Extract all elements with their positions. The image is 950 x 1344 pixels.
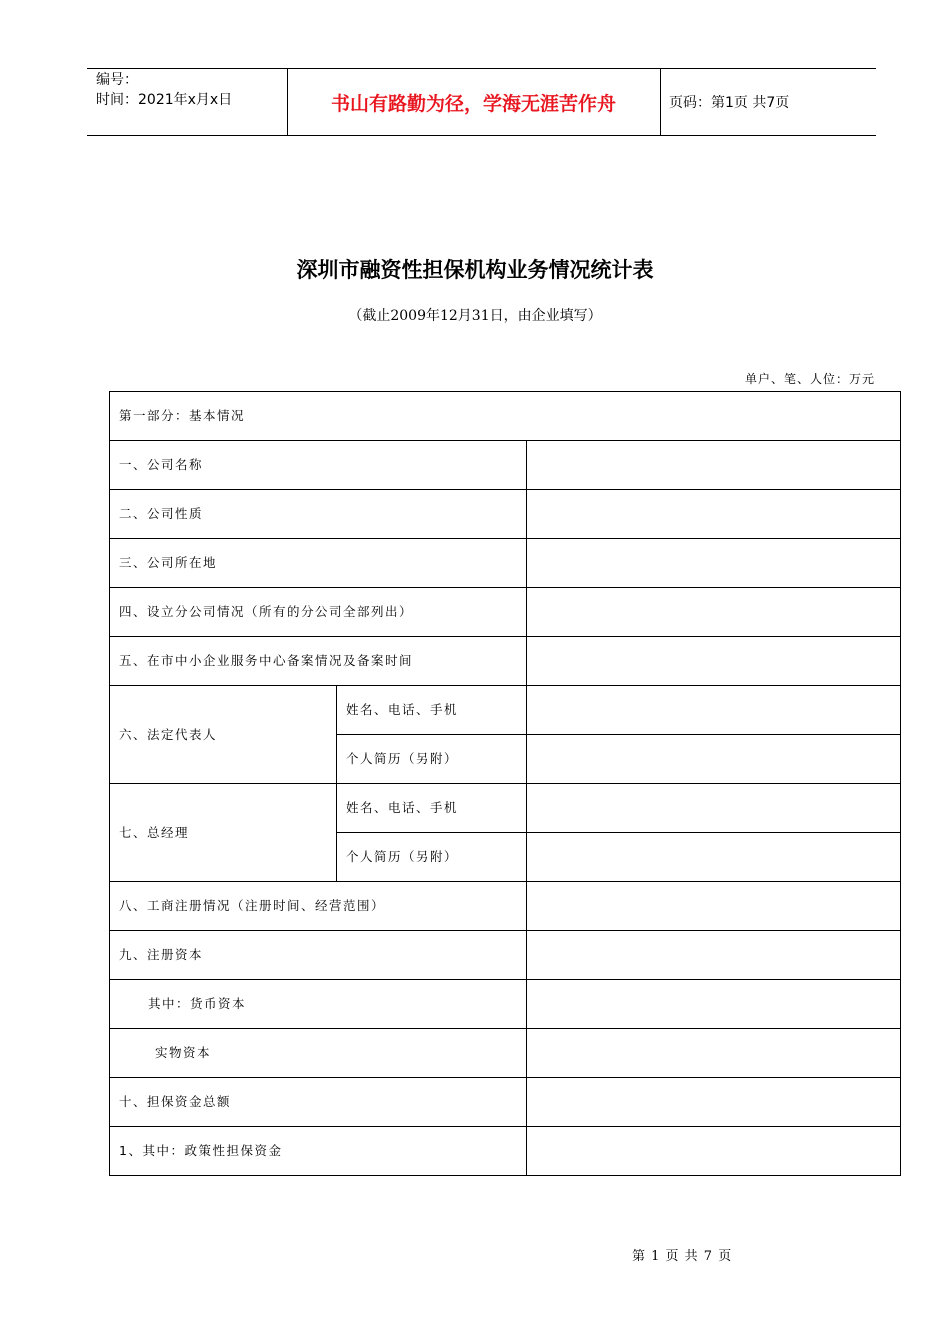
policy-guarantee-funds-field[interactable] xyxy=(527,1127,901,1176)
physical-capital-field[interactable] xyxy=(527,1029,901,1078)
row-label-business-registration: 八、工商注册情况（注册时间、经营范围） xyxy=(110,882,527,931)
business-registration-field[interactable] xyxy=(527,882,901,931)
company-location-field[interactable] xyxy=(527,539,901,588)
header-page-label: 页码：第1页 共7页 xyxy=(669,95,790,111)
row-label-branches: 四、设立分公司情况（所有的分公司全部列出） xyxy=(110,588,527,637)
legal-rep-resume-field[interactable] xyxy=(527,735,901,784)
section-title: 第一部分：基本情况 xyxy=(110,392,901,441)
table-row xyxy=(110,441,901,490)
registration-record-field[interactable] xyxy=(527,637,901,686)
doc-number-label: 编号： xyxy=(96,72,138,88)
table-row xyxy=(110,1127,901,1176)
row-label-general-manager: 七、总经理 xyxy=(110,784,337,882)
table-row xyxy=(110,1078,901,1127)
document-title: 深圳市融资性担保机构业务情况统计表 xyxy=(296,257,654,282)
row-label-policy-guarantee-funds: 1、其中：政策性担保资金 xyxy=(110,1127,527,1176)
row-label-company-name: 一、公司名称 xyxy=(110,441,527,490)
header-bottom-rule xyxy=(87,135,876,136)
gm-resume-field[interactable] xyxy=(527,833,901,882)
table-row xyxy=(110,686,901,735)
row-label-physical-capital: 实物资本 xyxy=(110,1029,527,1078)
header-motto: 书山有路勤为径，学海无涯苦作舟 xyxy=(330,93,616,115)
row-label-company-location: 三、公司所在地 xyxy=(110,539,527,588)
table-row xyxy=(110,980,901,1029)
monetary-capital-field[interactable] xyxy=(527,980,901,1029)
company-type-field[interactable] xyxy=(527,490,901,539)
row-label-legal-representative: 六、法定代表人 xyxy=(110,686,337,784)
row-label-registered-capital: 九、注册资本 xyxy=(110,931,527,980)
header-divider-right xyxy=(660,68,661,135)
registered-capital-field[interactable] xyxy=(527,931,901,980)
gm-contact-label: 姓名、电话、手机 xyxy=(337,784,527,833)
table-row xyxy=(110,637,901,686)
guarantee-funds-field[interactable] xyxy=(527,1078,901,1127)
doc-time-label: 时间：2021年x月x日 xyxy=(96,92,233,108)
document-subtitle: （截止2009年12月31日，由企业填写） xyxy=(348,308,602,324)
branches-field[interactable] xyxy=(527,588,901,637)
footer-page-number: 第 1 页 共 7 页 xyxy=(632,1249,733,1264)
legal-rep-contact-label: 姓名、电话、手机 xyxy=(337,686,527,735)
legal-rep-contact-field[interactable] xyxy=(527,686,901,735)
table-row xyxy=(110,588,901,637)
table-row xyxy=(110,392,901,441)
table-row xyxy=(110,882,901,931)
row-label-guarantee-funds: 十、担保资金总额 xyxy=(110,1078,527,1127)
table-row xyxy=(110,1029,901,1078)
table-row xyxy=(110,539,901,588)
table-row xyxy=(110,784,901,833)
row-label-monetary-capital: 其中：货币资本 xyxy=(110,980,527,1029)
table-row xyxy=(110,931,901,980)
table-row xyxy=(110,490,901,539)
row-label-company-type: 二、公司性质 xyxy=(110,490,527,539)
statistics-form-table xyxy=(109,391,901,1176)
gm-contact-field[interactable] xyxy=(527,784,901,833)
legal-rep-resume-label: 个人简历（另附） xyxy=(337,735,527,784)
row-label-registration-record: 五、在市中小企业服务中心备案情况及备案时间 xyxy=(110,637,527,686)
header-top-rule xyxy=(87,68,876,69)
gm-resume-label: 个人简历（另附） xyxy=(337,833,527,882)
company-name-field[interactable] xyxy=(527,441,901,490)
unit-note: 单户、笔、人位：万元 xyxy=(744,372,875,386)
